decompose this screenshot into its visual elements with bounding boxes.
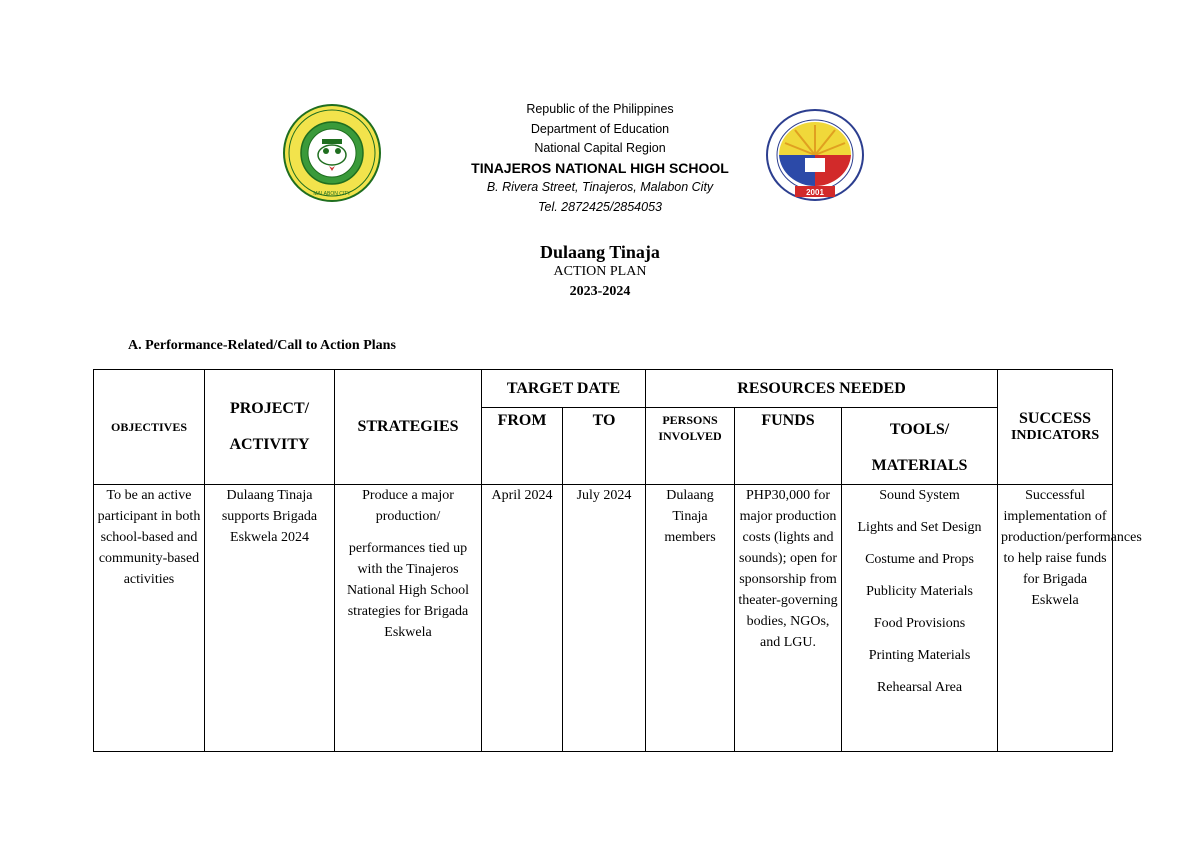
tool-item: Costume and Props	[865, 552, 974, 567]
header-tools-line2: MATERIALS	[871, 457, 968, 474]
header-target-date: TARGET DATE	[482, 370, 646, 408]
document-title-block	[0, 242, 1200, 302]
header-objectives: OBJECTIVES	[94, 370, 205, 485]
tool-item: Printing Materials	[868, 648, 971, 663]
header-success-line1: SUCCESS	[1019, 410, 1092, 427]
header-persons-line2: INVOLVED	[658, 429, 722, 443]
header-project-activity	[205, 370, 335, 485]
header-tools-line1: TOOLS/	[889, 421, 950, 438]
header-row-1	[94, 370, 1113, 408]
cell-tools	[842, 485, 998, 752]
header-resources-needed: RESOURCES NEEDED	[646, 370, 998, 408]
region-line: National Capital Region	[534, 141, 666, 155]
svg-text:2001: 2001	[806, 188, 824, 197]
republic-line: Republic of the Philippines	[526, 102, 674, 116]
cell-success: Successful implementation of production/performances to help raise funds for Brigada Eskwela	[998, 485, 1113, 752]
header-persons-involved	[646, 408, 735, 485]
tool-item: Lights and Set Design	[857, 520, 982, 535]
cell-objective: To be an active participant in both school-based and community-based activities	[94, 485, 205, 752]
tool-item: Food Provisions	[873, 616, 966, 631]
cell-from: April 2024	[482, 485, 563, 752]
table-row	[94, 485, 1113, 752]
header-tools-materials	[842, 408, 998, 485]
header-to: TO	[563, 408, 646, 485]
header-success-line2: INDICATORS	[1010, 428, 1100, 443]
header-from: FROM	[482, 408, 563, 485]
cell-persons: Dulaang Tinaja members	[646, 485, 735, 752]
tool-item: Rehearsal Area	[876, 680, 963, 695]
tool-item: Sound System	[879, 488, 960, 503]
cell-strategy	[335, 485, 482, 752]
header-success-indicators	[998, 370, 1113, 485]
letterhead	[0, 100, 1200, 217]
school-telephone: Tel. 2872425/2854053	[538, 199, 662, 214]
cell-project: Dulaang Tinaja supports Brigada Eskwela 2024	[205, 485, 335, 752]
tool-item: Publicity Materials	[866, 584, 973, 599]
cell-to: July 2024	[563, 485, 646, 752]
header-project-line1: PROJECT/	[229, 400, 310, 417]
header-strategies: STRATEGIES	[335, 370, 482, 485]
strategy-paragraph-2: performances tied up with the Tinajeros National High School strategies for Brigada Eskwela	[346, 541, 470, 640]
document-title: Dulaang Tinaja	[540, 242, 660, 262]
school-name: TINAJEROS NATIONAL HIGH SCHOOL	[471, 159, 729, 176]
section-heading: A. Performance-Related/Call to Action Plans	[128, 338, 396, 353]
document-year: 2023-2024	[569, 284, 631, 299]
svg-text:MALABON CITY: MALABON CITY	[313, 191, 351, 197]
header-persons-line1: PERSONS	[662, 413, 718, 427]
document-subtitle: ACTION PLAN	[553, 264, 647, 279]
strategy-paragraph-1: Produce a major production/	[362, 488, 454, 524]
department-line: Department of Education	[530, 121, 670, 136]
action-plan-table	[93, 369, 1142, 752]
header-funds: FUNDS	[735, 408, 842, 485]
school-address: B. Rivera Street, Tinajeros, Malabon City	[486, 180, 714, 194]
cell-funds: PHP30,000 for major production costs (lights and sounds); open for sponsorship from theater-governing bodies, NGOs, and LGU.	[735, 485, 842, 752]
header-project-line2: ACTIVITY	[229, 436, 310, 453]
